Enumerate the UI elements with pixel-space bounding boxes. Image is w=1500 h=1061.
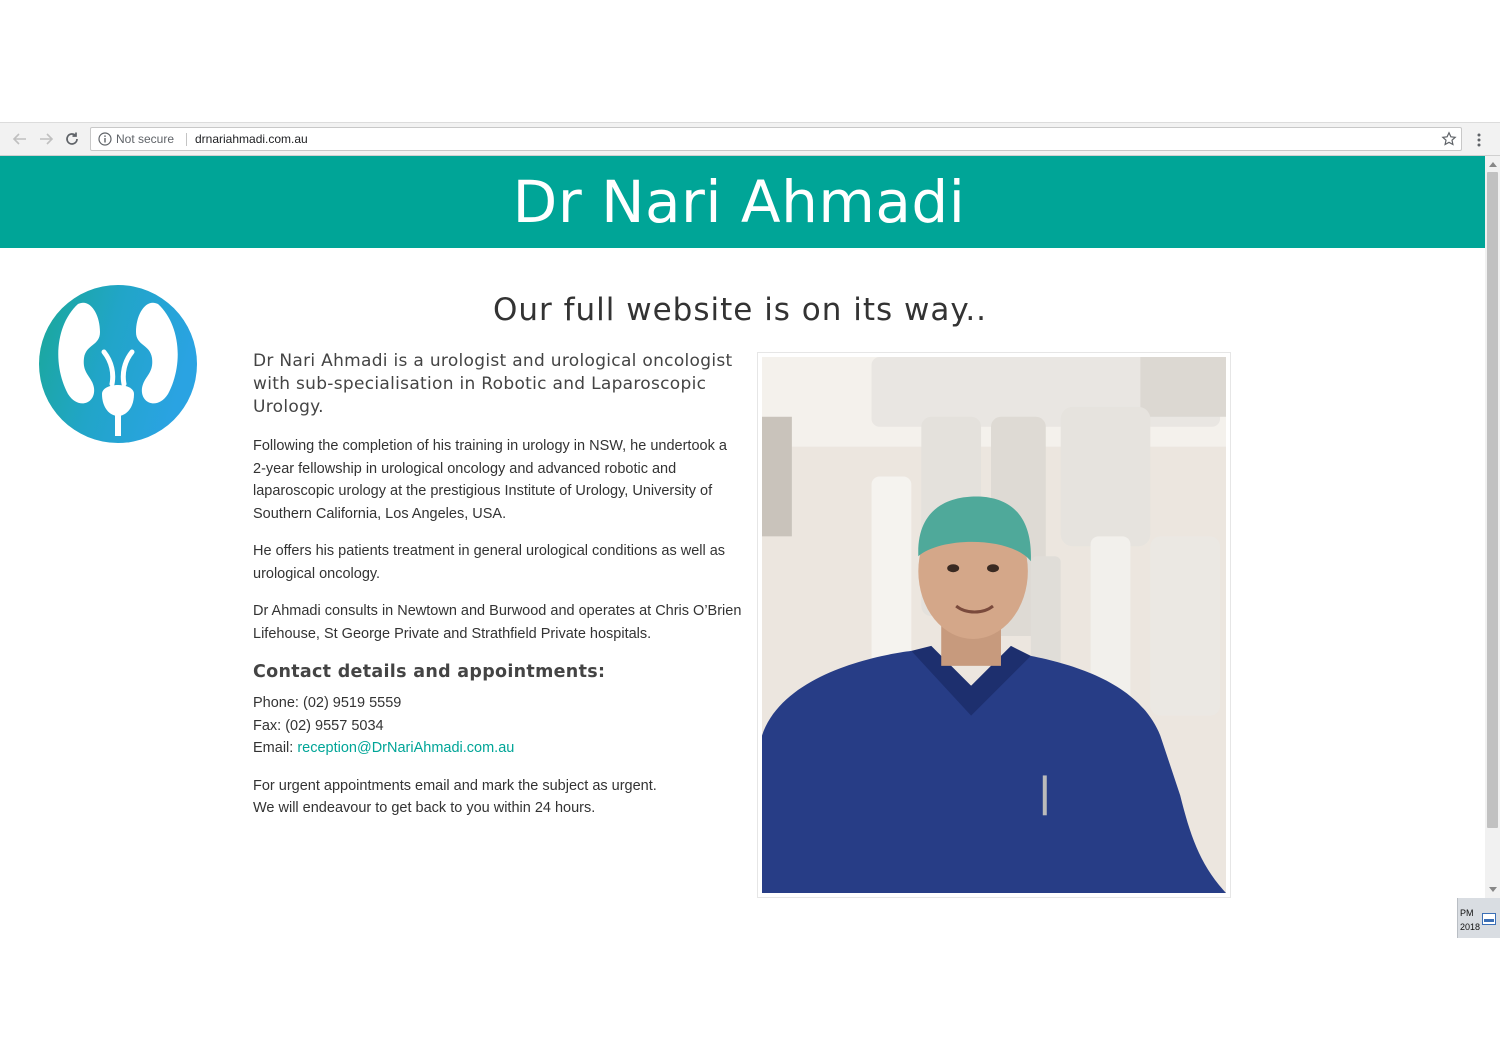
email-label: Email:: [253, 740, 298, 756]
phone-line: Phone: (02) 9519 5559: [253, 695, 402, 711]
vertical-scrollbar[interactable]: [1485, 156, 1500, 898]
arrow-right-icon: [38, 131, 54, 147]
scroll-up-arrow-icon[interactable]: [1489, 162, 1497, 167]
contact-heading: Contact details and appointments:: [253, 662, 606, 682]
tray-time: PM: [1460, 908, 1474, 918]
bio-column: [253, 350, 743, 820]
info-icon[interactable]: [98, 132, 112, 146]
coming-soon-heading: Our full website is on its way..: [492, 292, 988, 328]
notification-icon[interactable]: [1482, 913, 1496, 925]
bookmark-star-icon[interactable]: [1441, 131, 1457, 147]
doctor-photo-frame: [757, 352, 1231, 898]
address-bar[interactable]: [90, 127, 1462, 151]
scroll-thumb[interactable]: [1487, 172, 1498, 828]
urgent-line: We will endeavour to get back to you within 24 hours.: [253, 800, 596, 816]
bio-paragraph: Following the completion of his training in urology in NSW, he undertook a 2-year fellowship in urological oncology and advanced robotic and laparoscopic urology at the prestigious Institute of Urology, University of Southern California, Los Angeles, USA.: [253, 438, 727, 522]
browser-toolbar: [0, 122, 1500, 156]
system-tray: [1457, 898, 1500, 938]
email-link[interactable]: reception@DrNariAhmadi.com.au: [297, 740, 515, 756]
omnibox-divider: [186, 133, 187, 146]
doctor-photo: [762, 357, 1226, 893]
forward-button[interactable]: [36, 129, 56, 149]
page-viewport: [0, 156, 1485, 898]
fax-line: Fax: (02) 9557 5034: [253, 717, 384, 734]
reload-button[interactable]: [62, 129, 82, 149]
tray-clock[interactable]: [1460, 906, 1480, 934]
header-banner: [0, 156, 1485, 248]
urgent-note: [253, 775, 743, 820]
bio-paragraph: He offers his patients treatment in general urological conditions as well as urological oncology.: [253, 543, 726, 582]
scroll-down-arrow-icon[interactable]: [1489, 887, 1497, 892]
site-title: Dr Nari Ahmadi: [512, 168, 966, 236]
kidney-logo-icon: [38, 284, 198, 444]
back-button[interactable]: [10, 129, 30, 149]
security-label[interactable]: Not secure: [116, 132, 175, 146]
email-line: [253, 737, 743, 760]
kebab-menu-icon[interactable]: [1472, 132, 1486, 148]
tray-date: 2018: [1460, 922, 1481, 932]
intro-text: Dr Nari Ahmadi is a urologist and urological oncologist with sub-specialisation in Robotic and Laparoscopic Urology.: [253, 351, 733, 417]
reload-icon: [64, 131, 80, 147]
urgent-line: For urgent appointments email and mark the subject as urgent.: [253, 777, 657, 794]
bio-paragraph: Dr Ahmadi consults in Newtown and Burwood and operates at Chris O’Brien Lifehouse, St George Private and Strathfield Private hospitals.: [253, 603, 742, 642]
arrow-left-icon: [12, 131, 28, 147]
url-text[interactable]: drnariahmadi.com.au: [195, 132, 308, 146]
